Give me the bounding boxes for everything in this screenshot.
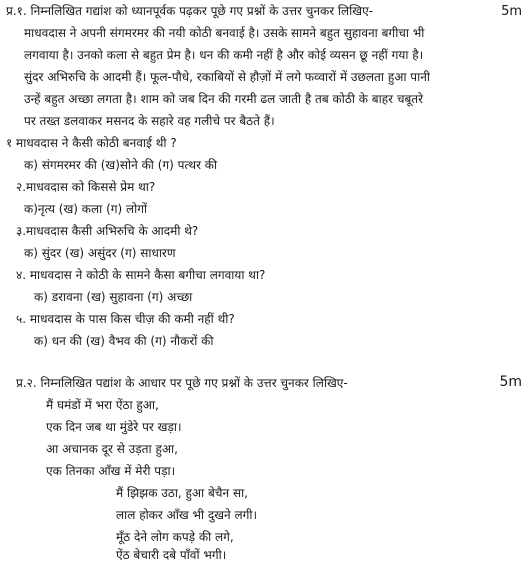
q1-passage-line-5: पर तख्त डलवाकर मसनद के सहारे वह गलीचे पर बैठते हैं। [24,114,275,128]
poem-line-2: एक दिन जब था मुंडेरे पर खड़ा। [46,420,182,434]
q1-question-4: ४. माधवदास ने कोठी के सामने कैसा बगीचा लगवाया था? [16,268,266,282]
q1-question-3: ३.माधवदास कैसी अभिरुचि के आदमी थे? [16,224,199,238]
poem-line-3: आ अचानक दूर से उड़ता हुआ, [46,442,178,456]
q1-passage-line-3: सुंदर अभिरुचि के आदमी हैं। फूल-पौधे, रकाबियों से हौज़ों में लगे फव्वारों में उछलता हुआ पानी [24,70,430,84]
q1-question-5: ५. माधवदास के पास किस चीज़ की कमी नहीं थी? [16,312,235,326]
q1-heading: प्र.१. निम्नलिखित गद्यांश को ध्यानपूर्वक पढ़कर पूछे गए प्रश्नों के उत्तर चुनकर लिखिए- [6,4,374,18]
q1-passage-line-4: उन्हें बहुत अच्छा लगता है। शाम को जब दिन की गरमी ढल जाती है तब कोठी के बाहर चबूतरे [24,92,424,106]
q2-heading: प्र.२. निम्नलिखित पद्यांश के आधार पर पूछे गए प्रश्नों के उत्तर चुनकर लिखिए- [16,376,348,390]
q1-question-2: २.माधवदास को किससे प्रेम था? [16,180,156,194]
q2-marks: 5m [499,374,522,390]
poem-line-1: मैं घमंडों में भरा ऐंठा हुआ, [46,398,159,412]
q1-passage-line-1: माधवदास ने अपनी संगमरमर की नयी कोठी बनवाई है। उसके सामने बहुत सुहावना बगीचा भी [24,26,425,40]
q1-passage-line-2: लगवाया है। उनको कला से बहुत प्रेम है। धन की कमी नहीं है और कोई व्यसन छू नहीं गया है। [24,48,424,62]
poem-line-8: ऐंठ बेचारी दबे पाँवों भगी। [116,548,227,562]
q1-options-5: क) धन की (ख) वैभव की (ग) नौकरों की [34,334,214,348]
poem-line-6: लाल होकर आँख भी दुखने लगी। [116,508,258,522]
poem-line-7: मूँठ देने लोग कपड़े की लगे, [116,530,234,544]
q1-question-1: १ माधवदास ने कैसी कोठी बनवाई थी ? [6,136,177,150]
q1-options-4: क) डरावना (ख) सुहावना (ग) अच्छा [34,290,193,304]
q1-options-1: क) संगमरमर की (ख)सोने की (ग) पत्थर की [24,158,218,172]
poem-line-5: मैं झिझक उठा, हुआ बेचैन सा, [116,486,248,500]
q1-options-2: क)नृत्य (ख) कला (ग) लोगों [24,202,148,216]
q1-options-3: क) सुंदर (ख) असुंदर (ग) साधारण [24,246,176,260]
q1-marks: 5m [501,4,522,19]
poem-line-4: एक तिनका आँख में मेरी पड़ा। [46,464,176,478]
